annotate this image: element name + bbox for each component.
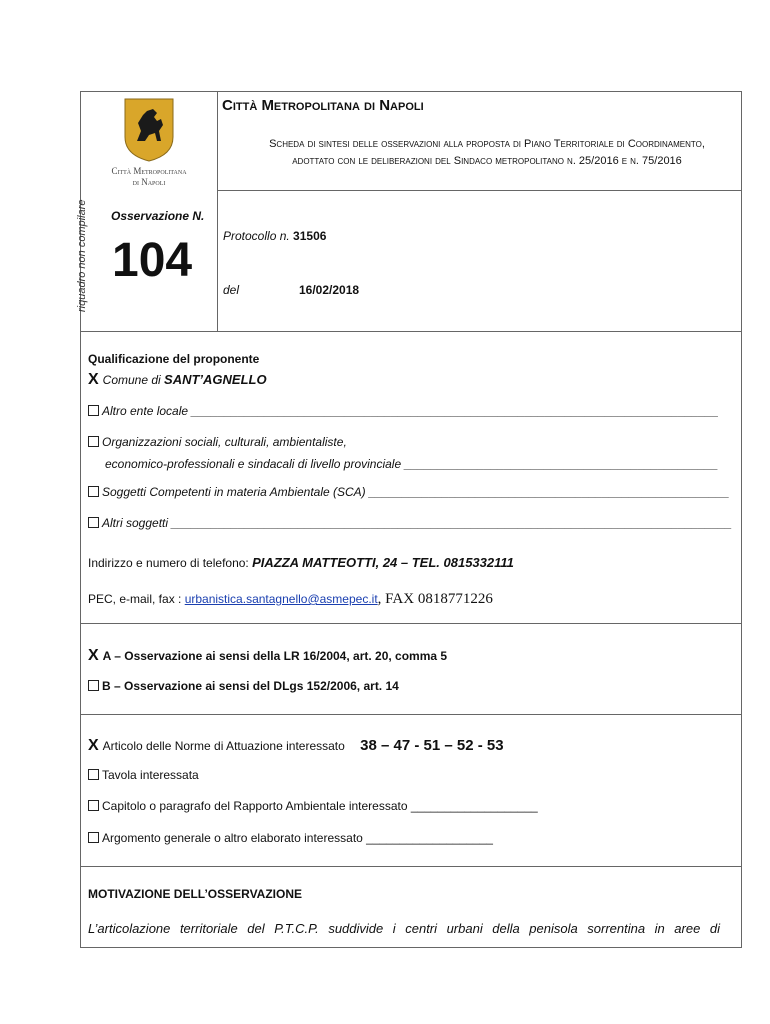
pec-row <box>88 591 493 608</box>
date-label: del <box>223 283 240 297</box>
side-note: riquadro non compilare <box>76 199 88 312</box>
date-value: 16/02/2018 <box>299 283 360 297</box>
organizzazioni-label-line1: Organizzazioni sociali, culturali, ambientaliste, <box>102 435 347 449</box>
address-value: PIAZZA MATTEOTTI, 24 – TEL. 0815332111 <box>252 555 514 570</box>
section-rule-3 <box>80 714 742 715</box>
option-a-row <box>88 647 447 665</box>
altro-ente-row <box>88 404 719 418</box>
articles-label: Articolo delle Norme di Attuazione interessato <box>102 739 345 753</box>
organizzazioni-row <box>88 435 347 449</box>
option-a-label: A – Osservazione ai sensi della LR 16/2004, art. 20, comma 5 <box>102 649 448 663</box>
articles-check-mark[interactable]: X <box>88 737 99 754</box>
proponent-heading: Qualificazione del proponente <box>88 352 260 366</box>
fax-value: , FAX 0818771226 <box>377 591 493 607</box>
page-subtitle <box>237 136 737 170</box>
protocol-label: Protocollo n. <box>223 229 290 243</box>
altri-soggetti-label: Altri soggetti ____________________________________________________________________________________ <box>102 516 732 530</box>
logo-caption <box>98 166 200 188</box>
motivation-text: L’articolazione territoriale del P.T.C.P. suddivide i centri urbani della penisola sorrentina in aree di <box>88 921 720 936</box>
altro-ente-checkbox[interactable] <box>88 405 99 416</box>
tavola-row <box>88 768 199 782</box>
pec-label: PEC, e-mail, fax : <box>88 592 182 606</box>
organizzazioni-label-line2: economico-professionali e sindacali di livello provinciale _______________________________________________ <box>105 457 719 471</box>
altro-ente-label: Altro ente locale _______________________________________________________________________________ <box>102 404 719 418</box>
coat-of-arms-logo <box>123 97 175 163</box>
protocol-value: 31506 <box>293 229 327 243</box>
section-rule-2 <box>80 623 742 624</box>
logo-caption-line2: di Napoli <box>132 177 166 187</box>
articles-row <box>88 737 504 755</box>
header-divider <box>217 91 218 331</box>
tavola-checkbox[interactable] <box>88 769 99 780</box>
observation-label: Osservazione N. <box>111 209 205 223</box>
comune-value: SANT’AGNELLO <box>164 372 267 387</box>
address-row <box>88 555 514 570</box>
protocol-row <box>223 229 326 243</box>
capitolo-row <box>88 799 538 813</box>
altri-soggetti-checkbox[interactable] <box>88 517 99 528</box>
option-b-row <box>88 679 399 693</box>
address-label: Indirizzo e numero di telefono: <box>88 556 249 570</box>
sca-checkbox[interactable] <box>88 486 99 497</box>
argomento-checkbox[interactable] <box>88 832 99 843</box>
capitolo-label: Capitolo o paragrafo del Rapporto Ambientale interessato ___________________ <box>102 799 538 813</box>
organizzazioni-checkbox[interactable] <box>88 436 99 447</box>
comune-label: Comune di <box>102 373 161 387</box>
tavola-label: Tavola interessata <box>102 768 199 782</box>
option-a-check-mark[interactable]: X <box>88 647 99 664</box>
altri-soggetti-row <box>88 516 732 530</box>
capitolo-checkbox[interactable] <box>88 800 99 811</box>
option-b-label: B – Osservazione ai sensi del DLgs 152/2006, art. 14 <box>102 679 399 693</box>
observation-number: 104 <box>112 234 193 287</box>
subtitle-line2: adottato con le deliberazioni del Sindaco metropolitano n. 25/2016 e n. 75/2016 <box>292 155 682 167</box>
header-bottom-rule <box>217 190 742 191</box>
section-rule-4 <box>80 866 742 867</box>
section-rule-1 <box>80 331 742 332</box>
sca-label: Soggetti Competenti in materia Ambientale (SCA) ______________________________________________________ <box>102 485 730 499</box>
sca-row <box>88 485 729 499</box>
argomento-label: Argomento generale o altro elaborato interessato ___________________ <box>102 831 493 845</box>
option-b-checkbox[interactable] <box>88 680 99 691</box>
logo-caption-line1: Città Metropolitana <box>111 166 187 176</box>
motivation-heading: MOTIVAZIONE DELL’OSSERVAZIONE <box>88 887 303 901</box>
comune-row <box>88 371 267 389</box>
pec-email-link[interactable]: urbanistica.santagnello@asmepec.it <box>184 592 378 606</box>
subtitle-line1: Scheda di sintesi delle osservazioni alla proposta di Piano Territoriale di Coordinamento, <box>269 138 705 150</box>
argomento-row <box>88 831 493 845</box>
page-title: Città Metropolitana di Napoli <box>222 97 424 114</box>
comune-check-mark[interactable]: X <box>88 371 99 388</box>
articles-value: 38 – 47 - 51 – 52 - 53 <box>360 737 504 754</box>
